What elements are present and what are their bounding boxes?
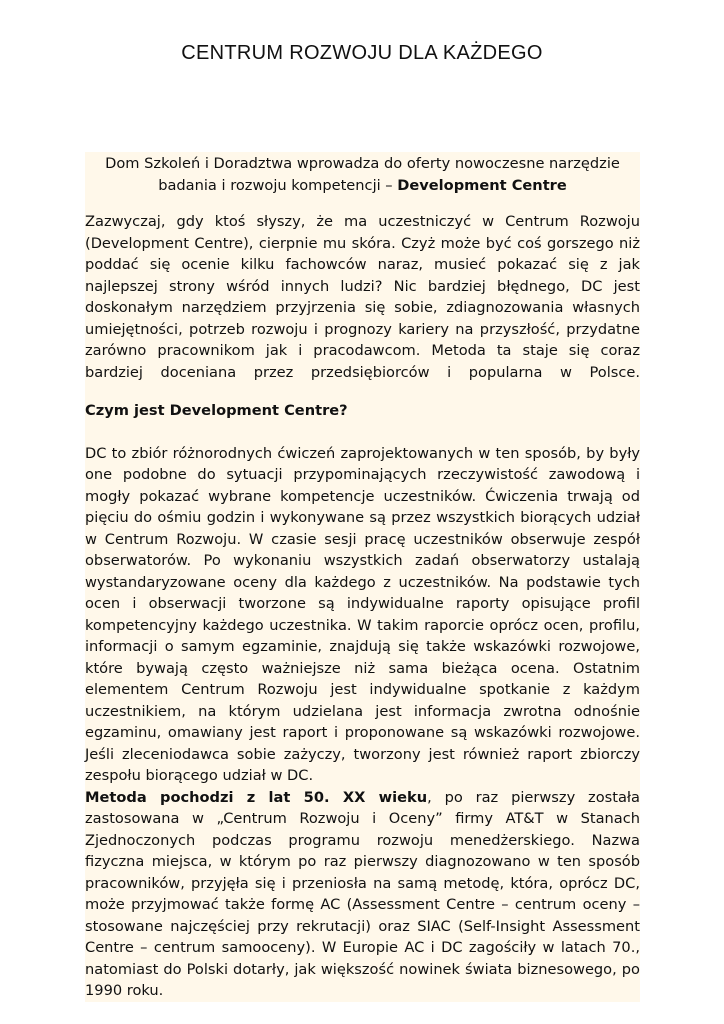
paragraph-3 [85, 787, 640, 1002]
intro-bold-text: Development Centre [397, 176, 567, 194]
paragraph-3-bold: Metoda pochodzi z lat 50. XX wieku [85, 788, 428, 806]
document-body [85, 152, 640, 1002]
paragraph-2: DC to zbiór różnorodnych ćwiczeń zaprojektowanych w ten sposób, by były one podobne do sytuacji przypominających rzeczywistość zawodową i mogły pokazać wybrane kompetencje uczestników. Ćwiczenia trwają od pięciu do ośmiu godzin i wykonywane są przez wszystkich biorących udział w Centrum Rozwoju. W czasie sesji pracę uczestników obserwuje zespół obserwatorów. Po wykonaniu wszystkich zadań obserwatorzy ustalają wystandaryzowane oceny dla każdego z uczestników. Na podstawie tych ocen i obserwacji tworzone są indywidualne raporty opisujące profil kompetencyjny każdego uczestnika. W takim raporcie oprócz ocen, profilu, informacji o samym egzaminie, znajdują się także wskazówki rozwojowe, które bywają często ważniejsze niż sama bieżąca ocena. Ostatnim elementem Centrum Rozwoju jest indywidualne spotkanie z każdym uczestnikiem, na którym udzielana jest informacja zwrotna odnośnie egzaminu, omawiany jest raport i proponowane są wskazówki rozwojowe. Jeśli zleceniodawca sobie zażyczy, tworzony jest również raport zbiorczy zespołu biorącego udział w DC. [85, 444, 640, 784]
section-heading: Czym jest Development Centre? [85, 402, 348, 419]
page-title: CENTRUM ROZWOJU DLA KAŻDEGO [181, 42, 543, 64]
intro-paragraph [85, 152, 640, 196]
paragraph-3-text: , po raz pierwszy została zastosowana w „Centrum Rozwoju i Oceny” firmy AT&T w Stanach Zjednoczonych podczas programu rozwoju menedżerskiego. Nazwa fizyczna miejsca, w którym po raz pierwszy diagnozowano w ten sposób pracowników, przyjęła się i przeniosła na samą metodę, która, oprócz DC, może przyjmować także formę AC (Assessment Centre – centrum oceny – stosowane najczęściej przy rekrutacji) oraz SIAC (Self-Insight Assessment Centre – centrum samooceny). W Europie AC i DC zagościły w latach 70., natomiast do Polski dotarły, jak większość nowinek świata biznesowego, po 1990 roku. [85, 788, 640, 999]
paragraph-1: Zazwyczaj, gdy ktoś słyszy, że ma uczestniczyć w Centrum Rozwoju (Development Centre), cierpnie mu skóra. Czyż może być coś gorszego niż poddać się ocenie kilku fachowców naraz, musieć pokazać się z jak najlepszej strony wśród innych ludzi? Nic bardziej błędnego, DC jest doskonałym narzędziem przyjrzenia się sobie, zdiagnozowania własnych umiejętności, potrzeb rozwoju i prognozy kariery na przyszłość, przydatne zarówno pracownikom jak i pracodawcom. Metoda ta staje się coraz bardziej doceniana przez przedsiębiorców i popularna w Polsce. [85, 213, 640, 381]
intro-text: Dom Szkoleń i Doradztwa wprowadza do oferty nowoczesne narzędzie badania i rozwoju kompetencji – [105, 155, 620, 194]
